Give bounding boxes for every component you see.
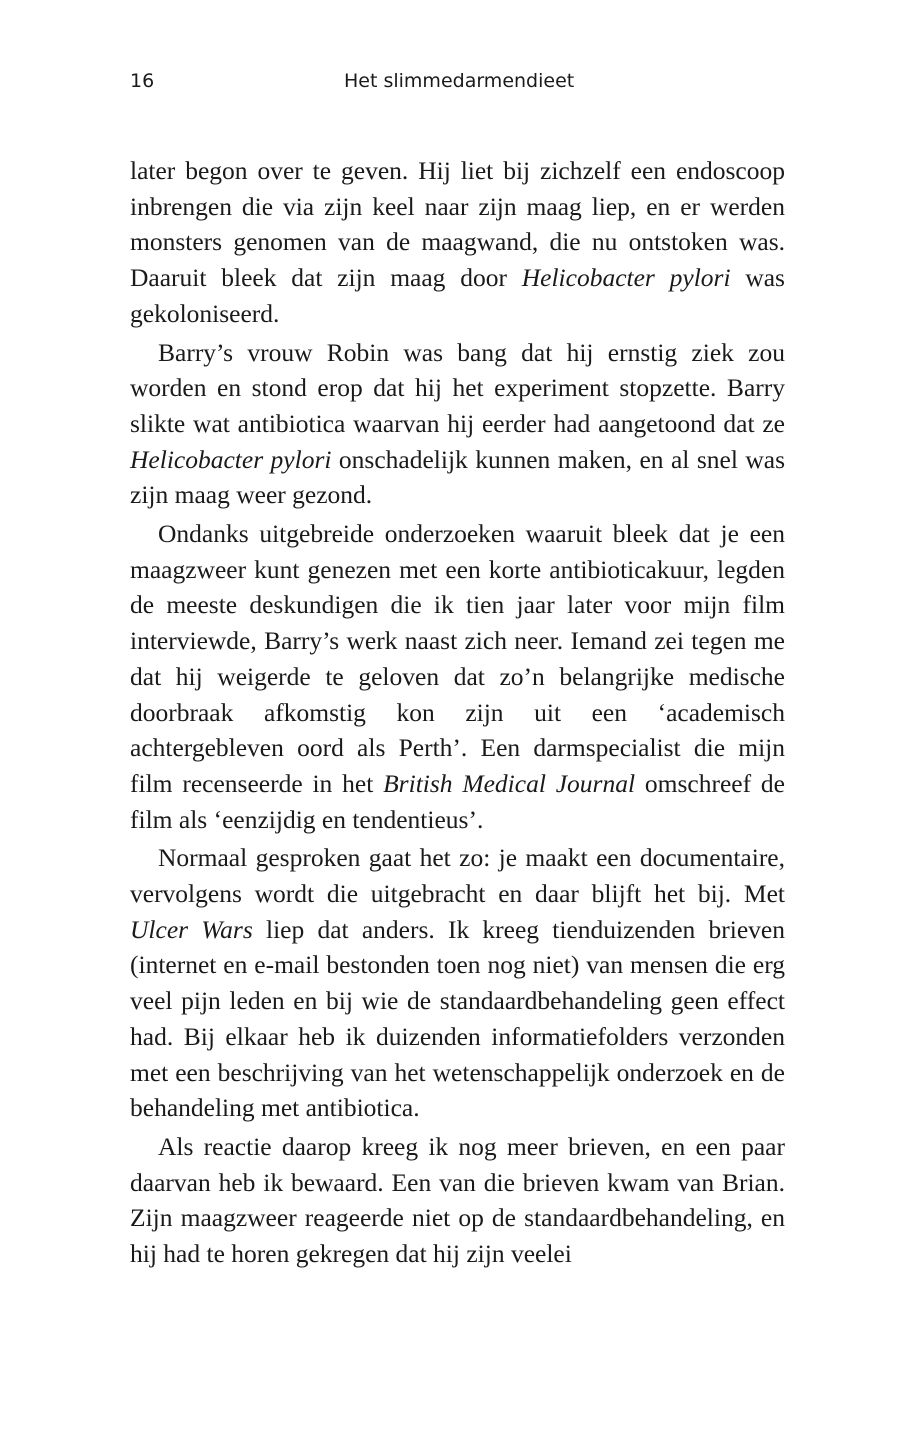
italic-term: Ulcer Wars [130, 914, 253, 944]
paragraph [130, 153, 785, 332]
italic-term: British Medical Journal [383, 768, 636, 798]
paragraph [130, 1129, 785, 1272]
text-segment: Als reactie daarop kreeg ik nog meer brieven, en een paar daarvan heb ik bewaard. Een van die brieven kwam van Brian. Zijn maagzweer reageerde niet op de standaardbehandeling, en hij had te horen gekregen dat hij zijn veelei [130, 1131, 785, 1269]
text-segment: omschreef de film als ‘eenzijdig en tendentieus’. [130, 768, 785, 834]
text-segment: was gekoloniseerd. [130, 263, 785, 328]
running-title: Het slimmedarmendieet [344, 70, 575, 92]
running-header [130, 66, 785, 96]
italic-term: Helicobacter pylori [130, 444, 332, 474]
text-segment: later begon over te geven. Hij liet bij zichzelf een endoscoop inbrengen die via zijn keel naar zijn maag liep, en er werden monsters genomen van de maagwand, die nu ontstoken was. Daaruit bleek dat zijn maag door [130, 156, 785, 293]
paragraph [130, 516, 785, 837]
text-segment: onschadelijk kunnen maken, en al snel was zijn maag weer gezond. [130, 444, 785, 510]
page-number: 16 [130, 70, 155, 92]
italic-term: Helicobacter pylori [521, 263, 731, 293]
text-segment: Barry’s vrouw Robin was bang dat hij ernstig ziek zou worden en stond erop dat hij het experiment stopzette. Barry slikte wat antibiotica waarvan hij eerder had aangetoond dat ze [130, 337, 785, 438]
body-text [130, 153, 785, 1272]
paragraph [130, 840, 785, 1126]
paragraph [130, 335, 785, 514]
text-segment: liep dat anders. Ik kreeg tienduizenden brieven (internet en e-mail bestonden toen nog niet) van mensen die erg veel pijn leden en bij wie de standaardbehandeling geen effect had. Bij elkaar heb ik duizenden informatiefolders verzonden met een beschrijving van het wetenschappelijk onderzoek en de behandeling met antibiotica. [130, 914, 785, 1123]
text-segment: Ondanks uitgebreide onderzoeken waaruit bleek dat je een maagzweer kunt genezen met een korte antibioticakuur, legden de meeste deskundigen die ik tien jaar later voor mijn film interviewde, Barry’s werk naast zich neer. Iemand zei tegen me dat hij weigerde te geloven dat zo’n belangrijke medische doorbraak afkomstig kon zijn uit een ‘academisch achtergebleven oord als Perth’. Een darmspecialist die mijn film recenseerde in het [130, 519, 785, 798]
text-segment: Normaal gesproken gaat het zo: je maakt een documentaire, vervolgens wordt die uitgebracht en daar blijft het bij. Met [130, 843, 785, 909]
